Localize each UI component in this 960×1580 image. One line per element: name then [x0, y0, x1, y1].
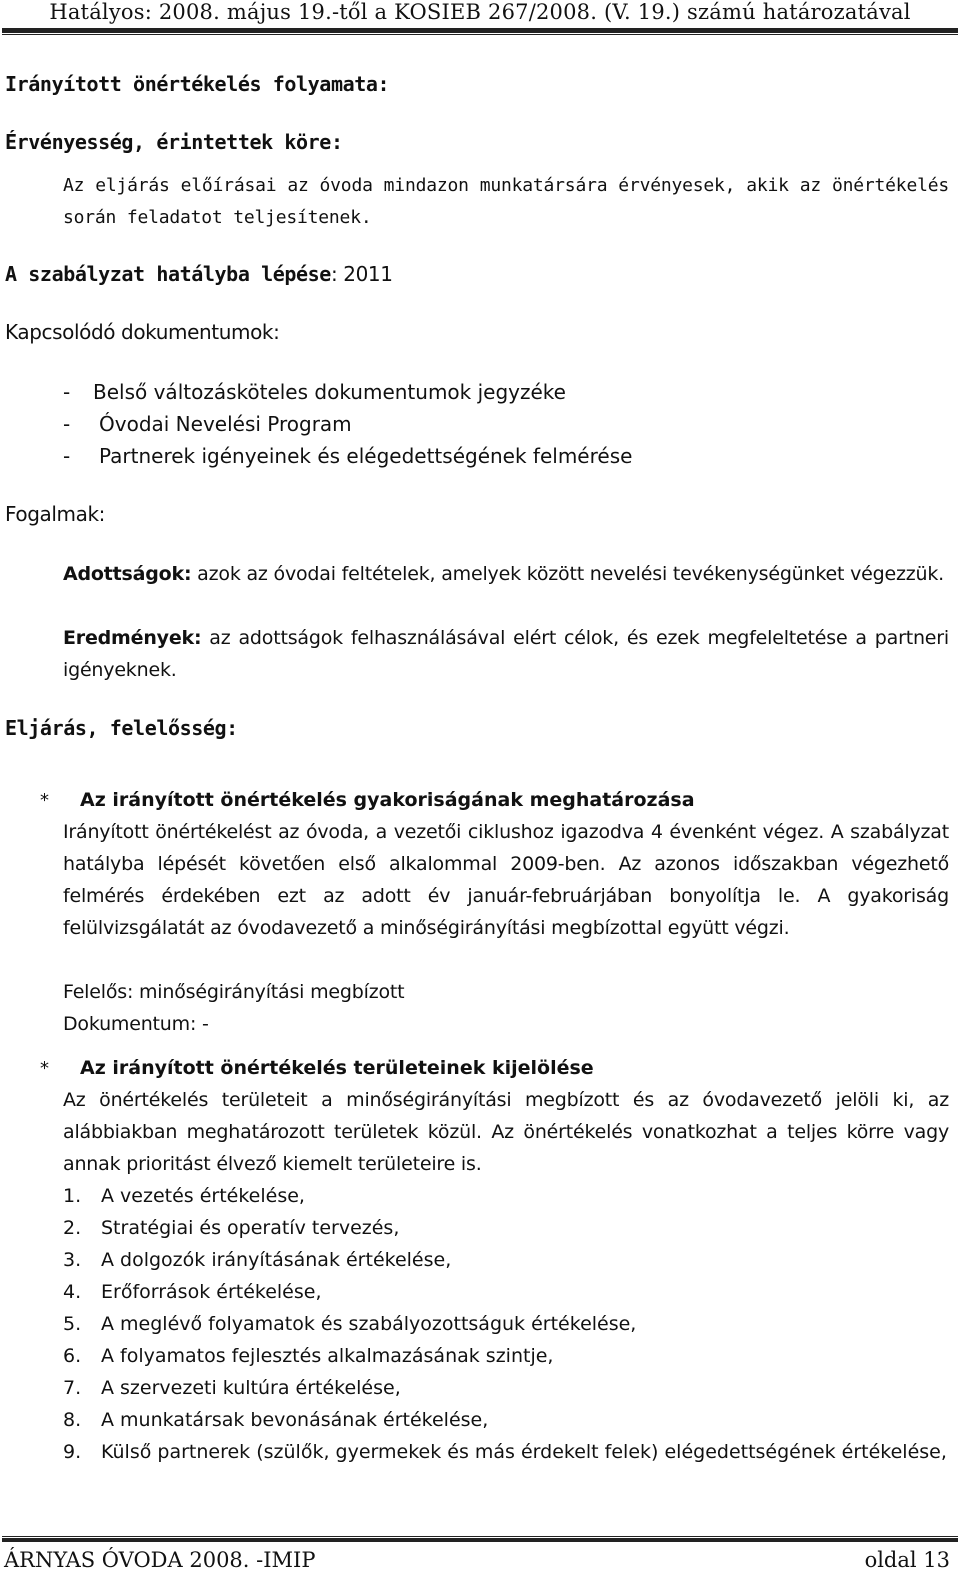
related-doc-3: Partnerek igényeinek és elégedettségének felmérése [99, 444, 633, 468]
bullet1-document: Dokumentum: - [63, 1013, 209, 1035]
concept-eredmenyek [63, 622, 949, 686]
page-header [0, 0, 960, 36]
list-item [63, 1180, 949, 1212]
item-label: A vezetés értékelése, [101, 1185, 305, 1207]
list-item [63, 1276, 949, 1308]
concept-adottsagok [63, 558, 949, 590]
bullet1-text: Irányított önértékelést az óvoda, a vezetői ciklushoz igazodva 4 évenként végez. A szabályzat hatályba lépését követően első alkalommal 2009-ben. Az azonos időszakban végezhető felmérés érdekében ezt az adott év január-februárjában bonyolítja le. A gyakoriság felülvizsgálatát az óvodavezető a minőségirányítási megbízottal együtt végzi. [63, 821, 949, 939]
concepts-title: Fogalmak: [5, 502, 105, 526]
list-item: - Partnerek igényeinek és elégedettségének felmérése [63, 440, 943, 472]
bullet1-heading [40, 784, 695, 817]
item-label: A szervezeti kultúra értékelése, [101, 1377, 401, 1399]
list-item: - Belső változásköteles dokumentumok jegyzéke [63, 376, 943, 408]
list-item [63, 1404, 949, 1436]
bullet1-responsible: Felelős: minőségirányítási megbízott [63, 981, 405, 1003]
item-number: 8. [63, 1409, 82, 1431]
list-item [63, 1308, 949, 1340]
areas-list [63, 1180, 949, 1468]
item-label: Külső partnerek (szülők, gyermekek és más érdekelt felek) elégedettségének értékelése, [101, 1441, 947, 1463]
list-item [63, 1212, 949, 1244]
list-item [63, 1340, 949, 1372]
item-label: A dolgozók irányításának értékelése, [101, 1249, 452, 1271]
list-item [63, 1372, 949, 1404]
bullet1-title: Az irányított önértékelés gyakoriságának meghatározása [80, 789, 695, 811]
item-number: 5. [63, 1313, 82, 1335]
item-number: 9. [63, 1441, 82, 1463]
item-label: A meglévő folyamatok és szabályozottságuk értékelése, [101, 1313, 637, 1335]
validity-title: Érvényesség, érintettek köre: [5, 130, 343, 154]
item-label: A munkatársak bevonásának értékelése, [101, 1409, 489, 1431]
item-number: 3. [63, 1249, 82, 1271]
validity-text: Az eljárás előírásai az óvoda mindazon munkatársára érvényesek, akik az önértékelés során feladatot teljesítenek. [63, 175, 949, 228]
bullet2-title: Az irányított önértékelés területeinek kijelölése [80, 1057, 594, 1079]
list-item [63, 1436, 949, 1468]
item-label: A folyamatos fejlesztés alkalmazásának szintje, [101, 1345, 554, 1367]
footer-rule [2, 1536, 958, 1542]
related-title: Kapcsolódó dokumentumok: [5, 320, 280, 344]
concept1-text: azok az óvodai feltételek, amelyek között nevelési tevékenységünket végezzük. [191, 563, 944, 585]
header-rule [2, 28, 958, 35]
page-footer [0, 1536, 960, 1580]
item-number: 6. [63, 1345, 82, 1367]
item-number: 1. [63, 1185, 82, 1207]
list-item: - Óvodai Nevelési Program [63, 408, 943, 440]
concept2-term: Eredmények: [63, 627, 202, 649]
item-number: 7. [63, 1377, 82, 1399]
item-label: Erőforrások értékelése, [101, 1281, 322, 1303]
header-title: Hatályos: 2008. május 19.-től a KOSIEB 267/2008. (V. 19.) számú határozatával [49, 0, 911, 24]
effective-value: : 2011 [330, 262, 393, 286]
effective-line [5, 262, 393, 286]
effective-label: A szabályzat hatályba lépése [5, 262, 331, 286]
process-title: Irányított önértékelés folyamata: [5, 72, 390, 96]
concept2-text: az adottságok felhasználásával elért célok, és ezek megfeleltetése a partneri igényeknek. [63, 627, 949, 681]
item-label: Stratégiai és operatív tervezés, [101, 1217, 400, 1239]
procedure-title: Eljárás, felelősség: [5, 716, 238, 740]
item-number: 2. [63, 1217, 82, 1239]
list-item [63, 1244, 949, 1276]
page-number: oldal 13 [864, 1548, 950, 1572]
bullet2-heading [40, 1052, 594, 1085]
asterisk-icon: * [40, 790, 49, 811]
footer-left: ÁRNYAS ÓVODA 2008. -IMIP [4, 1548, 316, 1572]
related-doc-2: Óvodai Nevelési Program [99, 412, 352, 436]
related-docs-list [63, 376, 943, 472]
related-doc-1: Belső változásköteles dokumentumok jegyzéke [93, 380, 566, 404]
item-number: 4. [63, 1281, 82, 1303]
concept1-term: Adottságok: [63, 563, 192, 585]
asterisk-icon: * [40, 1058, 49, 1079]
bullet2-text: Az önértékelés területeit a minőségirányítási megbízott és az óvodavezető jelöli ki, az alábbiakban meghatározott területek közül. Az önértékelés vonatkozhat a teljes körre vagy annak prioritást élvező kiemelt területeire is. [63, 1089, 949, 1175]
